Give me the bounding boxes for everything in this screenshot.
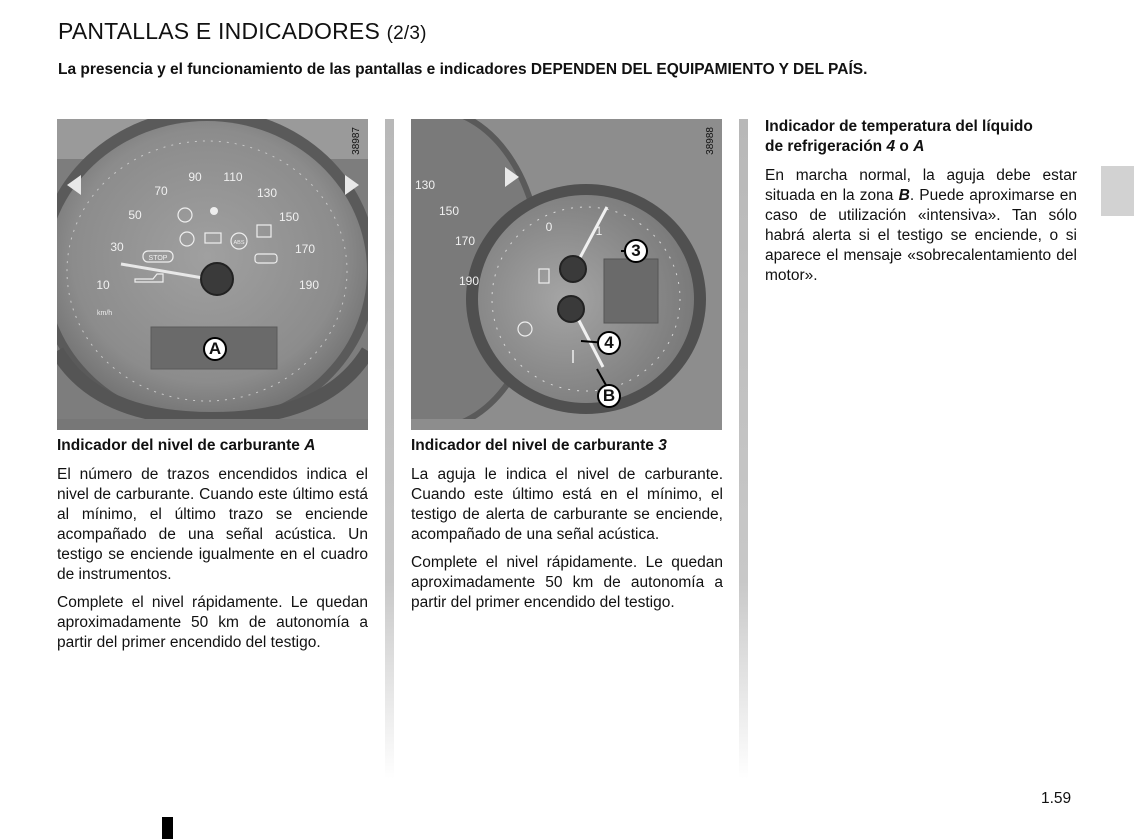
speed-label: 170 bbox=[294, 242, 316, 256]
coolant-temp-section bbox=[765, 117, 1077, 294]
speed-label: 190 bbox=[458, 274, 480, 288]
needle-hub bbox=[201, 263, 233, 295]
fuel-level-3-section bbox=[411, 436, 723, 621]
heading-text: Indicador del nivel de carburante bbox=[411, 437, 654, 454]
speed-label: 190 bbox=[298, 278, 320, 292]
callout-4: 4 bbox=[597, 331, 621, 355]
intro-text: La presencia y el funcionamiento de las pantallas e indicadores DEPENDEN DEL EQUIPAMIENTO Y DEL PAÍS. bbox=[58, 61, 868, 78]
speed-label: 90 bbox=[188, 170, 202, 184]
callout-b: B bbox=[597, 384, 621, 408]
airbag-icon bbox=[210, 207, 218, 215]
fuel-scale-label: 1 bbox=[595, 224, 603, 238]
stop-label: STOP bbox=[148, 255, 168, 262]
heading-text: o bbox=[899, 138, 909, 155]
page-title bbox=[58, 18, 427, 45]
speed-label: 130 bbox=[256, 186, 278, 200]
speed-label: 70 bbox=[154, 184, 168, 198]
page-title-part: (2/3) bbox=[386, 23, 427, 44]
heading-ref: 3 bbox=[658, 437, 667, 454]
speedometer-illustration bbox=[57, 119, 368, 430]
figure-ref-number: 38988 bbox=[705, 127, 716, 155]
section-heading bbox=[765, 117, 1077, 157]
speedometer-figure bbox=[57, 119, 368, 430]
callout-a: A bbox=[203, 337, 227, 361]
paragraph: El número de trazos encendidos indica el nivel de carburante. Cuando este último está al mínimo, el último trazo se enciende acompañado de una señal acústica. Un testigo se enciende igualmente en el cuadro de instrumentos. bbox=[57, 466, 368, 583]
speed-label: 170 bbox=[454, 234, 476, 248]
section-heading bbox=[57, 436, 368, 456]
temp-hub bbox=[558, 296, 584, 322]
heading-ref: A bbox=[913, 138, 925, 155]
paragraph-text: En marcha normal, la aguja debe estar situada en la zona bbox=[765, 167, 1077, 204]
zone-ref: B bbox=[898, 187, 910, 204]
speed-label: 130 bbox=[414, 178, 436, 192]
unit-label: km/h bbox=[97, 310, 113, 317]
fuel-hub bbox=[560, 256, 586, 282]
fuel-temp-figure bbox=[411, 119, 722, 430]
heading-text: Indicador del nivel de carburante bbox=[57, 437, 300, 454]
page-number: 1.59 bbox=[1041, 790, 1072, 807]
paragraph: Complete el nivel rápidamente. Le quedan aproximadamente 50 km de autonomía a partir del primer encendido del testigo. bbox=[57, 594, 368, 651]
fuel-scale-label: 0 bbox=[545, 220, 553, 234]
multifunction-display bbox=[604, 259, 658, 323]
speed-label: 30 bbox=[110, 240, 124, 254]
speed-label: 10 bbox=[96, 278, 110, 292]
callout-3: 3 bbox=[624, 239, 648, 263]
section-thumb-tab bbox=[1101, 166, 1134, 216]
heading-ref: A bbox=[304, 437, 316, 454]
speed-label: 150 bbox=[438, 204, 460, 218]
abs-label: ABS bbox=[233, 240, 245, 246]
fuel-temp-illustration bbox=[411, 119, 722, 430]
heading-text: Indicador de temperatura del líquido bbox=[765, 118, 1033, 135]
fuel-level-a-section bbox=[57, 436, 368, 661]
paragraph: La aguja le indica el nivel de carburante. Cuando este último está en el mínimo, el testigo de alerta de carburante se enciende, acompañado de una señal acústica. bbox=[411, 466, 723, 543]
speed-label: 110 bbox=[223, 170, 243, 184]
heading-ref: 4 bbox=[886, 138, 896, 155]
heading-text: de refrigeración bbox=[765, 138, 883, 155]
page-title-text: PANTALLAS E INDICADORES bbox=[58, 18, 380, 44]
column-separator bbox=[385, 119, 394, 779]
paragraph: Complete el nivel rápidamente. Le quedan aproximadamente 50 km de autonomía a partir del primer encendido del testigo. bbox=[411, 554, 723, 611]
print-marker bbox=[162, 817, 173, 839]
column-separator bbox=[739, 119, 748, 779]
section-heading bbox=[411, 436, 723, 456]
paragraph-text: . Puede aproximarse en caso de utilización «intensiva». Tan sólo habrá alerta si el testigo se enciende, o si aparece el mensaje «sobrecalentamiento del motor». bbox=[765, 187, 1077, 284]
speed-label: 150 bbox=[278, 210, 300, 224]
paragraph bbox=[765, 166, 1077, 286]
speed-label: 50 bbox=[128, 208, 142, 222]
figure-ref-number: 38987 bbox=[351, 127, 362, 155]
